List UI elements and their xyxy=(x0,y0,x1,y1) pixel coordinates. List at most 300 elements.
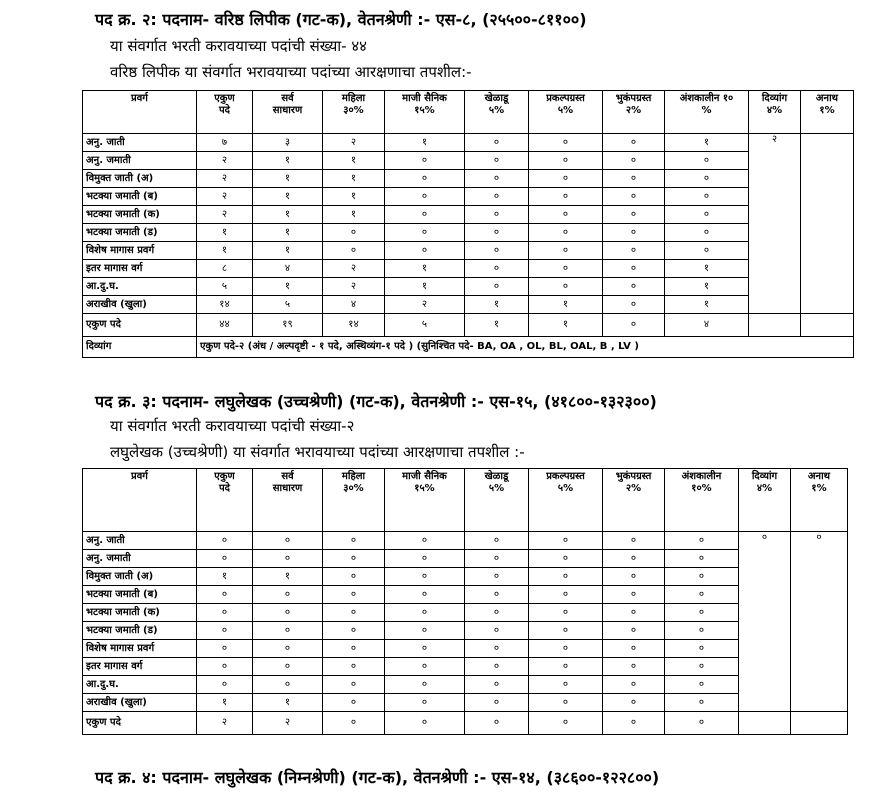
value-cell: ० xyxy=(253,622,323,640)
category-cell: अनु. जमाती xyxy=(83,550,197,568)
value-cell: ० xyxy=(385,242,465,260)
table-row xyxy=(83,170,854,188)
value-cell: ० xyxy=(529,676,603,694)
value-cell: ० xyxy=(529,622,603,640)
value-cell: ० xyxy=(665,170,749,188)
value-cell: ० xyxy=(197,586,253,604)
value-cell: ० xyxy=(529,224,603,242)
divyang-note-label: दिव्यांग xyxy=(83,337,197,358)
total-value-cell: १९ xyxy=(253,314,323,337)
value-cell: ० xyxy=(197,550,253,568)
table-row xyxy=(83,604,848,622)
total-row xyxy=(83,314,854,337)
value-cell: ० xyxy=(603,206,665,224)
value-cell: ० xyxy=(665,152,749,170)
value-cell: ० xyxy=(323,224,385,242)
section3-reservation-table xyxy=(82,468,848,735)
value-cell: ५ xyxy=(197,278,253,296)
value-cell: ० xyxy=(529,550,603,568)
value-cell: ० xyxy=(253,640,323,658)
value-cell: ० xyxy=(529,640,603,658)
table-header-row xyxy=(83,91,854,134)
value-cell: ० xyxy=(197,640,253,658)
category-cell: विशेष मागास प्रवर्ग xyxy=(83,242,197,260)
value-cell: ० xyxy=(529,242,603,260)
value-cell: ० xyxy=(323,586,385,604)
section3-reservation-line: लघुलेखक (उच्चश्रेणी) या संवर्गात भरावयाच्या पदांच्या आरक्षणाचा तपशील :- xyxy=(110,443,525,461)
column-header-label: भुकंपग्रस्त xyxy=(615,93,652,104)
total-value-cell: ० xyxy=(323,712,385,735)
category-cell: इतर मागास वर्ग xyxy=(83,658,197,676)
table-row xyxy=(83,224,854,242)
category-cell: विमुक्त जाती (अ) xyxy=(83,170,197,188)
value-cell: ० xyxy=(603,658,665,676)
value-cell: ० xyxy=(465,586,529,604)
divyang-cell: २ xyxy=(749,134,801,314)
value-cell: ० xyxy=(465,278,529,296)
total-value-cell: २ xyxy=(253,712,323,735)
table-row xyxy=(83,586,848,604)
section3-heading: पद क्र. ३: पदनाम- लघुलेखक (उच्चश्रेणी) (गट-क), वेतनश्रेणी :- एस-१५, (४१८००-१३२३००) xyxy=(95,392,657,411)
value-cell: ० xyxy=(465,604,529,622)
value-cell: ० xyxy=(603,224,665,242)
column-header-label: महिला xyxy=(341,93,366,104)
value-cell: ० xyxy=(665,676,739,694)
column-header-label: अनाथ xyxy=(815,93,839,104)
value-cell: ० xyxy=(323,676,385,694)
value-cell: १ xyxy=(253,170,323,188)
value-cell: ० xyxy=(603,694,665,712)
value-cell: ० xyxy=(665,658,739,676)
table-row xyxy=(83,134,854,152)
column-header-label: अंशकालीन १० xyxy=(679,93,734,104)
value-cell: ५ xyxy=(253,296,323,314)
value-cell: ० xyxy=(253,658,323,676)
empty-cell xyxy=(801,314,854,337)
value-cell: १ xyxy=(385,134,465,152)
section2-heading: पद क्र. २: पदनाम- वरिष्ठ लिपीक (गट-क), वेतनश्रेणी :- एस-८, (२५५००-८११००) xyxy=(95,10,587,29)
value-cell: ० xyxy=(385,224,465,242)
value-cell: ० xyxy=(465,170,529,188)
value-cell: १ xyxy=(253,188,323,206)
column-header-label: खेळाडू xyxy=(484,93,509,104)
column-header xyxy=(603,91,665,134)
category-cell: भटक्या जमाती (ब) xyxy=(83,586,197,604)
value-cell: १ xyxy=(253,224,323,242)
column-header xyxy=(253,469,323,532)
total-value-cell: ० xyxy=(385,712,465,735)
divyang-note-text: एकुण पदे-२ (अंध / अल्पदृष्टी - १ पदे, अस्थिव्यंग-१ पदे ) (सुनिश्चित पदे- BA, OA , OL, BL, OAL, B , LV ) xyxy=(197,337,854,358)
column-header-label: अंशकालीन xyxy=(681,471,722,482)
value-cell: ० xyxy=(197,622,253,640)
value-cell: ० xyxy=(253,604,323,622)
value-cell: ० xyxy=(385,676,465,694)
section2-reservation-table xyxy=(82,90,854,358)
value-cell: २ xyxy=(197,206,253,224)
column-header xyxy=(323,91,385,134)
column-header-label: खेळाडू xyxy=(484,471,509,482)
value-cell: ० xyxy=(465,550,529,568)
total-value-cell: १ xyxy=(529,314,603,337)
value-cell: ० xyxy=(529,206,603,224)
value-cell: ४ xyxy=(323,296,385,314)
category-cell: भटक्या जमाती (क) xyxy=(83,604,197,622)
value-cell: ० xyxy=(385,206,465,224)
column-header-label: माजी सैनिक xyxy=(402,471,447,482)
value-cell: ० xyxy=(465,622,529,640)
column-header-label: दिव्यांग xyxy=(761,93,788,104)
value-cell: ० xyxy=(529,604,603,622)
column-header-quota: १०% xyxy=(691,483,712,494)
table-row xyxy=(83,278,854,296)
value-cell: ० xyxy=(603,568,665,586)
total-label-cell: एकुण पदे xyxy=(83,314,197,337)
value-cell: ० xyxy=(665,694,739,712)
table-header-row xyxy=(83,469,848,532)
column-header-quota: ५% xyxy=(557,105,574,116)
column-header-quota: १५% xyxy=(414,105,435,116)
value-cell: ० xyxy=(323,694,385,712)
value-cell: ० xyxy=(465,532,529,550)
total-value-cell: १ xyxy=(465,314,529,337)
value-cell: ४ xyxy=(253,260,323,278)
category-cell: विमुक्त जाती (अ) xyxy=(83,568,197,586)
value-cell: ० xyxy=(603,532,665,550)
value-cell: ० xyxy=(385,586,465,604)
column-header-quota: पदे xyxy=(219,483,230,494)
value-cell: ० xyxy=(323,658,385,676)
column-header-quota: २% xyxy=(625,483,642,494)
column-header-quota: ५% xyxy=(488,483,505,494)
column-header-label: महिला xyxy=(341,471,366,482)
category-cell: आ.दु.घ. xyxy=(83,278,197,296)
column-header xyxy=(665,91,749,134)
category-cell: इतर मागास वर्ग xyxy=(83,260,197,278)
value-cell: ० xyxy=(603,550,665,568)
value-cell: ० xyxy=(465,134,529,152)
value-cell: १ xyxy=(665,134,749,152)
column-header-quota: ४% xyxy=(756,483,773,494)
column-header xyxy=(749,91,801,134)
column-header-label: सर्व xyxy=(281,93,294,104)
value-cell: १ xyxy=(197,694,253,712)
table-row xyxy=(83,260,854,278)
value-cell: १ xyxy=(253,206,323,224)
value-cell: ० xyxy=(529,152,603,170)
category-cell: भटक्या जमाती (ड) xyxy=(83,622,197,640)
table-row xyxy=(83,188,854,206)
value-cell: ० xyxy=(529,170,603,188)
category-cell: अराखीव (खुला) xyxy=(83,694,197,712)
column-header xyxy=(197,91,253,134)
value-cell: ० xyxy=(603,170,665,188)
value-cell: १ xyxy=(385,260,465,278)
value-cell: ७ xyxy=(197,134,253,152)
column-header-label: एकुण xyxy=(214,93,235,104)
value-cell: १ xyxy=(385,278,465,296)
table-row xyxy=(83,206,854,224)
value-cell: ० xyxy=(603,260,665,278)
value-cell: ० xyxy=(665,640,739,658)
value-cell: ० xyxy=(529,658,603,676)
total-label-cell: एकुण पदे xyxy=(83,712,197,735)
column-header-quota: % xyxy=(701,105,712,116)
value-cell: २ xyxy=(197,152,253,170)
value-cell: ० xyxy=(529,188,603,206)
value-cell: २ xyxy=(323,260,385,278)
category-cell: अराखीव (खुला) xyxy=(83,296,197,314)
column-header-quota: ५% xyxy=(488,105,505,116)
value-cell: ० xyxy=(385,550,465,568)
value-cell: ० xyxy=(465,152,529,170)
value-cell: ३ xyxy=(253,134,323,152)
table-row xyxy=(83,658,848,676)
column-header xyxy=(529,91,603,134)
column-header xyxy=(665,469,739,532)
value-cell: ० xyxy=(665,188,749,206)
value-cell: ० xyxy=(665,568,739,586)
value-cell: ० xyxy=(323,568,385,586)
value-cell: ० xyxy=(665,242,749,260)
value-cell: १ xyxy=(323,206,385,224)
column-header xyxy=(791,469,848,532)
value-cell: ० xyxy=(385,604,465,622)
column-header-label: अनाथ xyxy=(807,471,831,482)
table-row xyxy=(83,242,854,260)
column-header-quota: साधारण xyxy=(272,483,303,494)
value-cell: ० xyxy=(529,532,603,550)
value-cell: ० xyxy=(197,676,253,694)
category-cell: भटक्या जमाती (क) xyxy=(83,206,197,224)
value-cell: ० xyxy=(385,622,465,640)
column-header-label: सर्व xyxy=(281,471,294,482)
column-header-label: प्रवर्ग xyxy=(131,471,148,482)
value-cell: १ xyxy=(197,224,253,242)
category-cell: भटक्या जमाती (ब) xyxy=(83,188,197,206)
value-cell: १४ xyxy=(197,296,253,314)
category-cell: आ.दु.घ. xyxy=(83,676,197,694)
value-cell: ० xyxy=(323,532,385,550)
total-row xyxy=(83,712,848,735)
value-cell: ० xyxy=(529,278,603,296)
value-cell: १ xyxy=(465,296,529,314)
value-cell: ० xyxy=(603,296,665,314)
value-cell: ० xyxy=(603,622,665,640)
value-cell: ० xyxy=(465,568,529,586)
category-cell: विशेष मागास प्रवर्ग xyxy=(83,640,197,658)
value-cell: ० xyxy=(529,568,603,586)
value-cell: ० xyxy=(529,134,603,152)
total-value-cell: ४४ xyxy=(197,314,253,337)
value-cell: ० xyxy=(665,550,739,568)
column-header-quota: २% xyxy=(625,105,642,116)
value-cell: ० xyxy=(323,604,385,622)
empty-cell xyxy=(791,712,848,735)
value-cell: २ xyxy=(323,278,385,296)
value-cell: १ xyxy=(253,568,323,586)
value-cell: १ xyxy=(665,296,749,314)
value-cell: १ xyxy=(253,694,323,712)
value-cell: ० xyxy=(665,206,749,224)
column-header-label: प्रवर्ग xyxy=(131,93,148,104)
value-cell: ० xyxy=(603,188,665,206)
value-cell: ० xyxy=(529,260,603,278)
column-header-quota: ३०% xyxy=(343,483,364,494)
column-header-quota: १% xyxy=(819,105,835,116)
value-cell: ० xyxy=(253,676,323,694)
anath-cell xyxy=(801,134,854,314)
value-cell: ० xyxy=(197,604,253,622)
value-cell: ० xyxy=(385,694,465,712)
column-header xyxy=(529,469,603,532)
value-cell: ० xyxy=(665,224,749,242)
table-row xyxy=(83,152,854,170)
value-cell: ० xyxy=(465,260,529,278)
value-cell: २ xyxy=(197,188,253,206)
value-cell: १ xyxy=(665,260,749,278)
column-header-quota: पदे xyxy=(219,105,230,116)
value-cell: ० xyxy=(603,242,665,260)
value-cell: १ xyxy=(253,278,323,296)
table-row xyxy=(83,532,848,550)
value-cell: ० xyxy=(323,640,385,658)
value-cell: ० xyxy=(323,622,385,640)
table-row xyxy=(83,622,848,640)
value-cell: ० xyxy=(665,586,739,604)
value-cell: ० xyxy=(465,658,529,676)
value-cell: ० xyxy=(603,586,665,604)
value-cell: १ xyxy=(323,170,385,188)
column-header-quota: १५% xyxy=(414,483,435,494)
value-cell: ० xyxy=(529,586,603,604)
value-cell: ० xyxy=(465,242,529,260)
value-cell: ० xyxy=(465,694,529,712)
value-cell: २ xyxy=(197,170,253,188)
value-cell: १ xyxy=(323,152,385,170)
column-header-label: एकुण xyxy=(214,471,235,482)
column-header-quota: साधारण xyxy=(272,105,303,116)
value-cell: ० xyxy=(323,242,385,260)
value-cell: ० xyxy=(385,640,465,658)
empty-cell xyxy=(749,314,801,337)
column-header xyxy=(323,469,385,532)
total-value-cell: ५ xyxy=(385,314,465,337)
value-cell: ० xyxy=(603,640,665,658)
column-header-label: प्रकल्पग्रस्त xyxy=(546,93,585,104)
column-header xyxy=(83,469,197,532)
column-header-quota: ५% xyxy=(557,483,574,494)
value-cell: ० xyxy=(603,604,665,622)
table-row xyxy=(83,296,854,314)
column-header xyxy=(385,91,465,134)
value-cell: ० xyxy=(385,568,465,586)
value-cell: ० xyxy=(385,152,465,170)
column-header xyxy=(739,469,791,532)
value-cell: ० xyxy=(603,278,665,296)
column-header-label: प्रकल्पग्रस्त xyxy=(546,471,585,482)
column-header-quota: ३०% xyxy=(343,105,364,116)
column-header-label: दिव्यांग xyxy=(751,471,778,482)
column-header xyxy=(385,469,465,532)
value-cell: ० xyxy=(385,658,465,676)
value-cell: ० xyxy=(465,188,529,206)
total-value-cell: ० xyxy=(603,712,665,735)
category-cell: अनु. जाती xyxy=(83,134,197,152)
total-value-cell: १४ xyxy=(323,314,385,337)
column-header xyxy=(801,91,854,134)
value-cell: ० xyxy=(465,676,529,694)
value-cell: ० xyxy=(603,152,665,170)
value-cell: १ xyxy=(197,242,253,260)
value-cell: ० xyxy=(385,170,465,188)
table-row xyxy=(83,694,848,712)
value-cell: ० xyxy=(323,550,385,568)
value-cell: ० xyxy=(197,532,253,550)
value-cell: ० xyxy=(253,550,323,568)
column-header xyxy=(465,469,529,532)
column-header-label: माजी सैनिक xyxy=(402,93,447,104)
value-cell: १ xyxy=(665,278,749,296)
divyang-note-row xyxy=(83,337,854,358)
value-cell: ० xyxy=(529,694,603,712)
total-value-cell: ० xyxy=(529,712,603,735)
column-header xyxy=(83,91,197,134)
value-cell: १ xyxy=(253,242,323,260)
column-header xyxy=(253,91,323,134)
divyang-cell: ० xyxy=(739,532,791,712)
anath-cell: ० xyxy=(791,532,848,712)
value-cell: ० xyxy=(197,658,253,676)
section2-reservation-line: वरिष्ठ लिपीक या संवर्गात भरावयाच्या पदांच्या आरक्षणाचा तपशील:- xyxy=(110,63,472,81)
section4-heading: पद क्र. ४: पदनाम- लघुलेखक (निम्नश्रेणी) (गट-क), वेतनश्रेणी :- एस-१४, (३८६००-१२२८००) xyxy=(95,768,660,787)
table-row xyxy=(83,550,848,568)
value-cell: ० xyxy=(603,676,665,694)
total-value-cell: ० xyxy=(603,314,665,337)
value-cell: ० xyxy=(465,206,529,224)
value-cell: ० xyxy=(665,622,739,640)
table-row xyxy=(83,640,848,658)
empty-cell xyxy=(739,712,791,735)
value-cell: १ xyxy=(323,188,385,206)
value-cell: ० xyxy=(385,532,465,550)
value-cell: ० xyxy=(253,586,323,604)
value-cell: ० xyxy=(603,134,665,152)
column-header-label: भुकंपग्रस्त xyxy=(615,471,652,482)
table-row xyxy=(83,568,848,586)
value-cell: १ xyxy=(529,296,603,314)
value-cell: ८ xyxy=(197,260,253,278)
value-cell: ० xyxy=(665,532,739,550)
column-header-quota: १% xyxy=(811,483,827,494)
column-header xyxy=(465,91,529,134)
section3-posts-line: या संवर्गात भरती करावयाच्या पदांची संख्या-२ xyxy=(110,417,355,435)
value-cell: ० xyxy=(665,604,739,622)
section2-posts-line: या संवर्गात भरती करावयाच्या पदांची संख्या- ४४ xyxy=(110,37,367,55)
column-header-quota: ४% xyxy=(766,105,783,116)
value-cell: ० xyxy=(465,640,529,658)
total-value-cell: २ xyxy=(197,712,253,735)
total-value-cell: ४ xyxy=(665,314,749,337)
category-cell: अनु. जमाती xyxy=(83,152,197,170)
column-header xyxy=(603,469,665,532)
value-cell: ० xyxy=(253,532,323,550)
table-row xyxy=(83,676,848,694)
value-cell: ० xyxy=(385,188,465,206)
total-value-cell: ० xyxy=(465,712,529,735)
value-cell: ० xyxy=(465,224,529,242)
column-header xyxy=(197,469,253,532)
value-cell: २ xyxy=(385,296,465,314)
